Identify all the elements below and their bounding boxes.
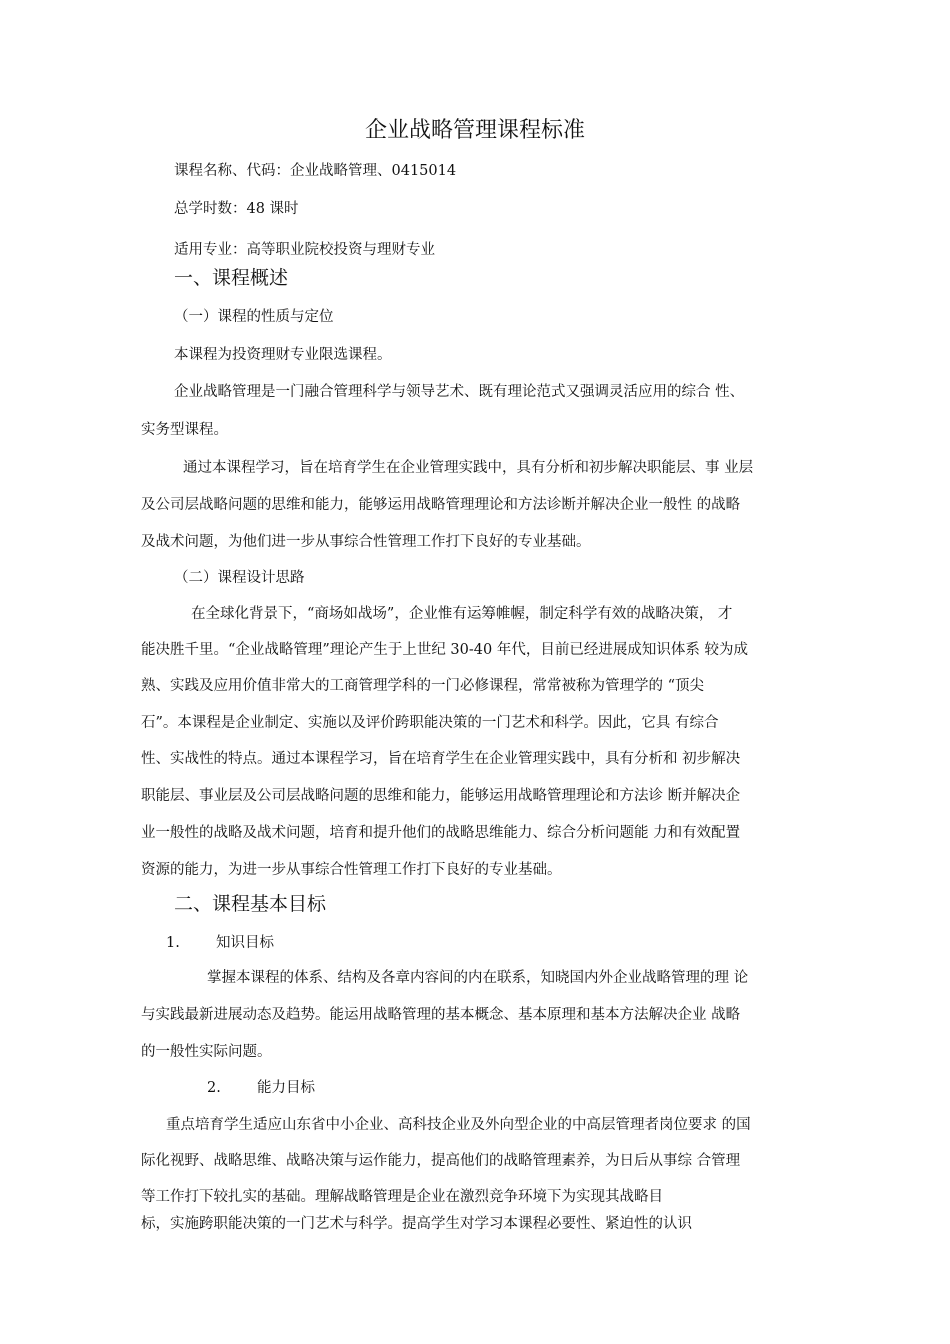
paragraph-line: 性、实战性的特点。通过本课程学习，旨在培育学生在企业管理实践中，具有分析和 初步解决 [141,751,741,767]
paragraph-line: 的一般性实际问题。 [141,1044,272,1060]
paragraph-line: 际化视野、战略思维、战略决策与运作能力，提高他们的战略管理素养，为日后从事综 合管理 [141,1153,741,1169]
course-name-line: 课程名称、代码：企业战略管理、0415014 [174,163,457,179]
paragraph-line: 标，实施跨职能决策的一门艺术与科学。提高学生对学习本课程必要性、紧迫性的认识 [141,1216,692,1232]
paragraph-line: 实务型课程。 [141,422,228,438]
section2-heading: 二、课程基本目标 [174,893,327,915]
paragraph-line: 熟、实践及应用价值非常大的工商管理学科的一门必修课程，常常被称为管理学的 “顶尖 [141,678,705,694]
item-title: 知识目标 [216,935,274,951]
section1-sub2-heading: （二）课程设计思路 [174,570,305,586]
paragraph-line: 与实践最新进展动态及趋势。能运用战略管理的基本概念、基本原理和基本方法解决企业 战略 [141,1007,741,1023]
paragraph-line: 职能层、事业层及公司层战略问题的思维和能力，能够运用战略管理理论和方法诊 断并解决企 [141,788,741,804]
section2-item2-heading [207,1078,315,1098]
section1-sub1-heading: （一）课程的性质与定位 [174,309,334,325]
section1-heading: 一、课程概述 [174,267,289,289]
paragraph-line: 及战术问题，为他们进一步从事综合性管理工作打下良好的专业基础。 [141,534,591,550]
total-hours-line: 总学时数：48 课时 [174,201,299,217]
major-line: 适用专业：高等职业院校投资与理财专业 [174,242,435,258]
paragraph-line: 企业战略管理是一门融合管理科学与领导艺术、既有理论范式又强调灵活应用的综合 性、 [174,384,745,400]
paragraph-line: 能决胜千里。“企业战略管理”理论产生于上世纪 30-40 年代，目前已经进展成知识体系 较为成 [141,642,748,658]
paragraph-line: 重点培育学生适应山东省中小企业、高科技企业及外向型企业的中高层管理者岗位要求 的国 [166,1117,751,1133]
section2-item1-heading [166,933,274,953]
document-title: 企业战略管理课程标准 [364,118,585,143]
paragraph-line: 等工作打下较扎实的基础。理解战略管理是企业在激烈竞争环境下为实现其战略目 [141,1189,663,1205]
item-title: 能力目标 [257,1080,315,1096]
paragraph-line: 通过本课程学习，旨在培育学生在企业管理实践中，具有分析和初步解决职能层、事 业层 [183,460,754,476]
paragraph-line: 本课程为投资理财专业限选课程。 [174,347,392,363]
paragraph-line: 石”。本课程是企业制定、实施以及评价跨职能决策的一门艺术和科学。因此，它具 有综合 [141,715,719,731]
item-number: 1. [166,935,180,951]
paragraph-line: 掌握本课程的体系、结构及各章内容间的内在联系，知晓国内外企业战略管理的理 论 [207,970,749,986]
paragraph-line: 业一般性的战略及战术问题，培育和提升他们的战略思维能力、综合分析问题能 力和有效配置 [141,825,741,841]
paragraph-line: 及公司层战略问题的思维和能力，能够运用战略管理理论和方法诊断并解决企业一般性 的战略 [141,497,741,513]
item-number: 2. [207,1080,221,1096]
paragraph-line: 资源的能力，为进一步从事综合性管理工作打下良好的专业基础。 [141,862,562,878]
paragraph-line: 在全球化背景下，“商场如战场”，企业惟有运筹帷幄，制定科学有效的战略决策， 才 [191,606,733,622]
